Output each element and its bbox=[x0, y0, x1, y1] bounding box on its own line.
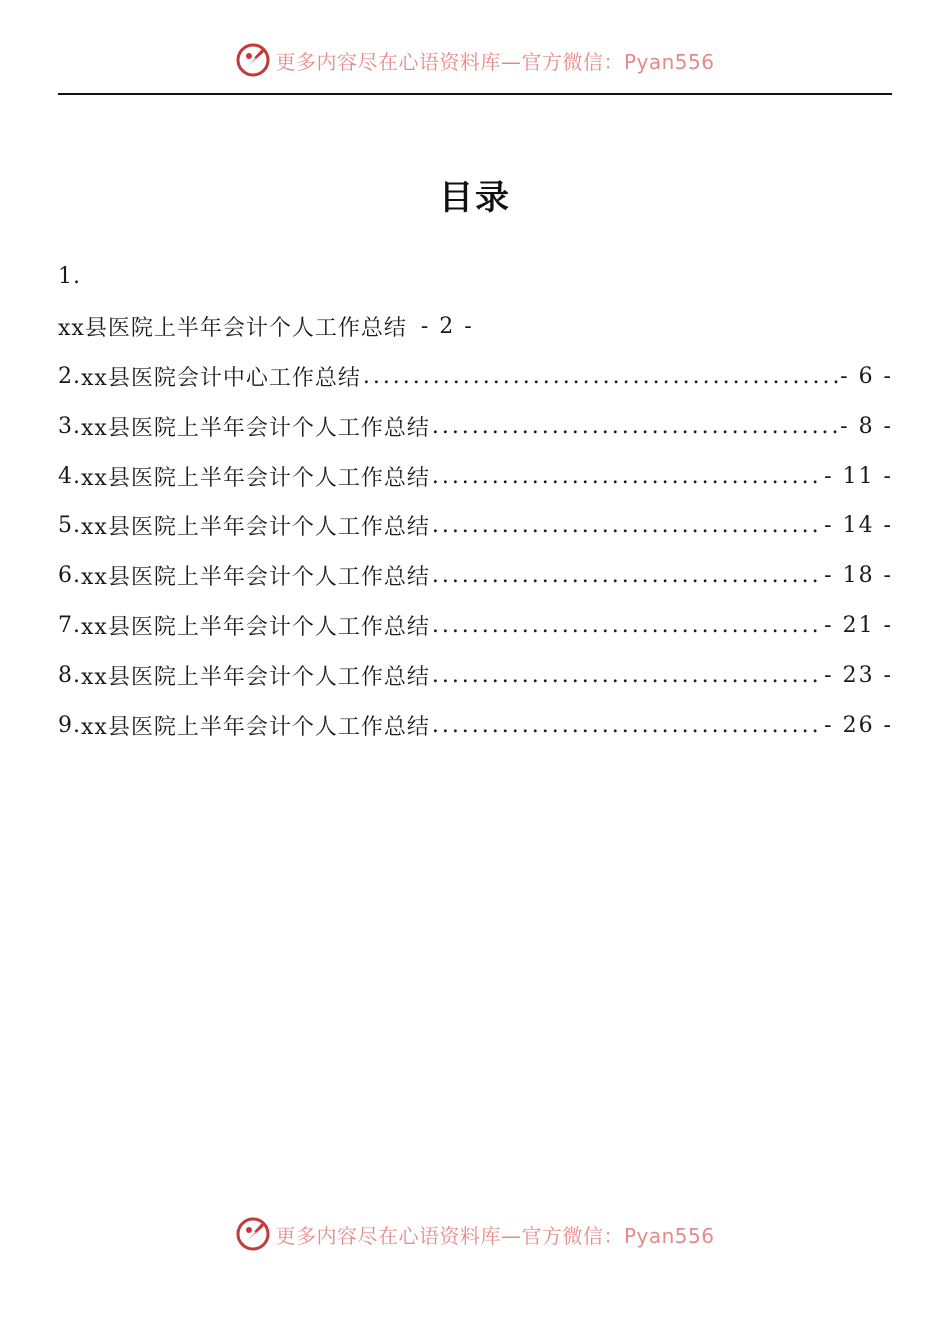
toc-entry-page: - 18 - bbox=[824, 563, 893, 589]
quill-pen-logo-icon bbox=[235, 42, 271, 78]
footer-banner bbox=[0, 1212, 950, 1256]
toc-leader-dots bbox=[432, 414, 838, 439]
toc-first-number-line bbox=[58, 252, 893, 302]
toc-entry-4[interactable] bbox=[58, 451, 893, 501]
toc-leader-dots bbox=[432, 663, 822, 688]
quill-pen-logo-icon bbox=[235, 1216, 271, 1252]
toc-first-number: 1. bbox=[58, 264, 81, 290]
toc-entry-5[interactable] bbox=[58, 501, 893, 551]
table-of-contents bbox=[58, 252, 893, 750]
toc-entry-page: - 8 - bbox=[840, 413, 893, 439]
toc-entry-page: - 26 - bbox=[824, 712, 893, 738]
toc-leader-dots bbox=[432, 464, 822, 489]
toc-entry-number: 5. bbox=[58, 513, 81, 539]
toc-entry-title: xx县医院上半年会计个人工作总结 bbox=[81, 515, 430, 541]
toc-entry-6[interactable] bbox=[58, 551, 893, 601]
toc-entry-page: - 23 - bbox=[824, 662, 893, 688]
toc-entry-2[interactable] bbox=[58, 352, 893, 402]
toc-leader-dots bbox=[432, 613, 822, 638]
toc-entry-title: xx县医院上半年会计个人工作总结 bbox=[81, 465, 430, 491]
toc-entry-number: 6. bbox=[58, 563, 81, 589]
toc-leader-dots bbox=[432, 513, 822, 538]
banner-text: 更多内容尽在心语资料库—官方微信：Pyan556 bbox=[275, 49, 715, 74]
page-title: 目录 bbox=[439, 178, 511, 218]
toc-entry-number: 4. bbox=[58, 463, 81, 489]
toc-entry-title: xx县医院上半年会计个人工作总结 bbox=[58, 316, 407, 342]
toc-entry-number: 8. bbox=[58, 662, 81, 688]
toc-entry-title: xx县医院上半年会计个人工作总结 bbox=[81, 614, 430, 640]
toc-entry-title: xx县医院会计中心工作总结 bbox=[81, 365, 361, 391]
toc-leader-dots bbox=[363, 364, 838, 389]
banner-text: 更多内容尽在心语资料库—官方微信：Pyan556 bbox=[275, 1223, 715, 1248]
toc-entry-page: - 11 - bbox=[824, 463, 893, 489]
toc-entry-number: 7. bbox=[58, 612, 81, 638]
toc-entry-3[interactable] bbox=[58, 401, 893, 451]
toc-entry-page: - 2 - bbox=[420, 314, 474, 340]
toc-entry-title: xx县医院上半年会计个人工作总结 bbox=[81, 664, 430, 690]
toc-leader-dots bbox=[432, 563, 822, 588]
toc-entry-7[interactable] bbox=[58, 601, 893, 651]
toc-entry-page: - 21 - bbox=[824, 612, 893, 638]
toc-entry-1[interactable] bbox=[58, 302, 893, 352]
toc-entry-8[interactable] bbox=[58, 650, 893, 700]
header-banner bbox=[0, 38, 950, 82]
toc-leader-dots bbox=[432, 713, 822, 738]
toc-entry-page: - 6 - bbox=[840, 363, 893, 389]
toc-entry-number: 3. bbox=[58, 413, 81, 439]
toc-entry-title: xx县医院上半年会计个人工作总结 bbox=[81, 415, 430, 441]
header-rule bbox=[58, 93, 892, 95]
toc-entry-page: - 14 - bbox=[824, 513, 893, 539]
toc-entry-9[interactable] bbox=[58, 700, 893, 750]
toc-entry-number: 9. bbox=[58, 712, 81, 738]
toc-entry-title: xx县医院上半年会计个人工作总结 bbox=[81, 714, 430, 740]
toc-entry-number: 2. bbox=[58, 363, 81, 389]
toc-entry-title: xx县医院上半年会计个人工作总结 bbox=[81, 565, 430, 591]
